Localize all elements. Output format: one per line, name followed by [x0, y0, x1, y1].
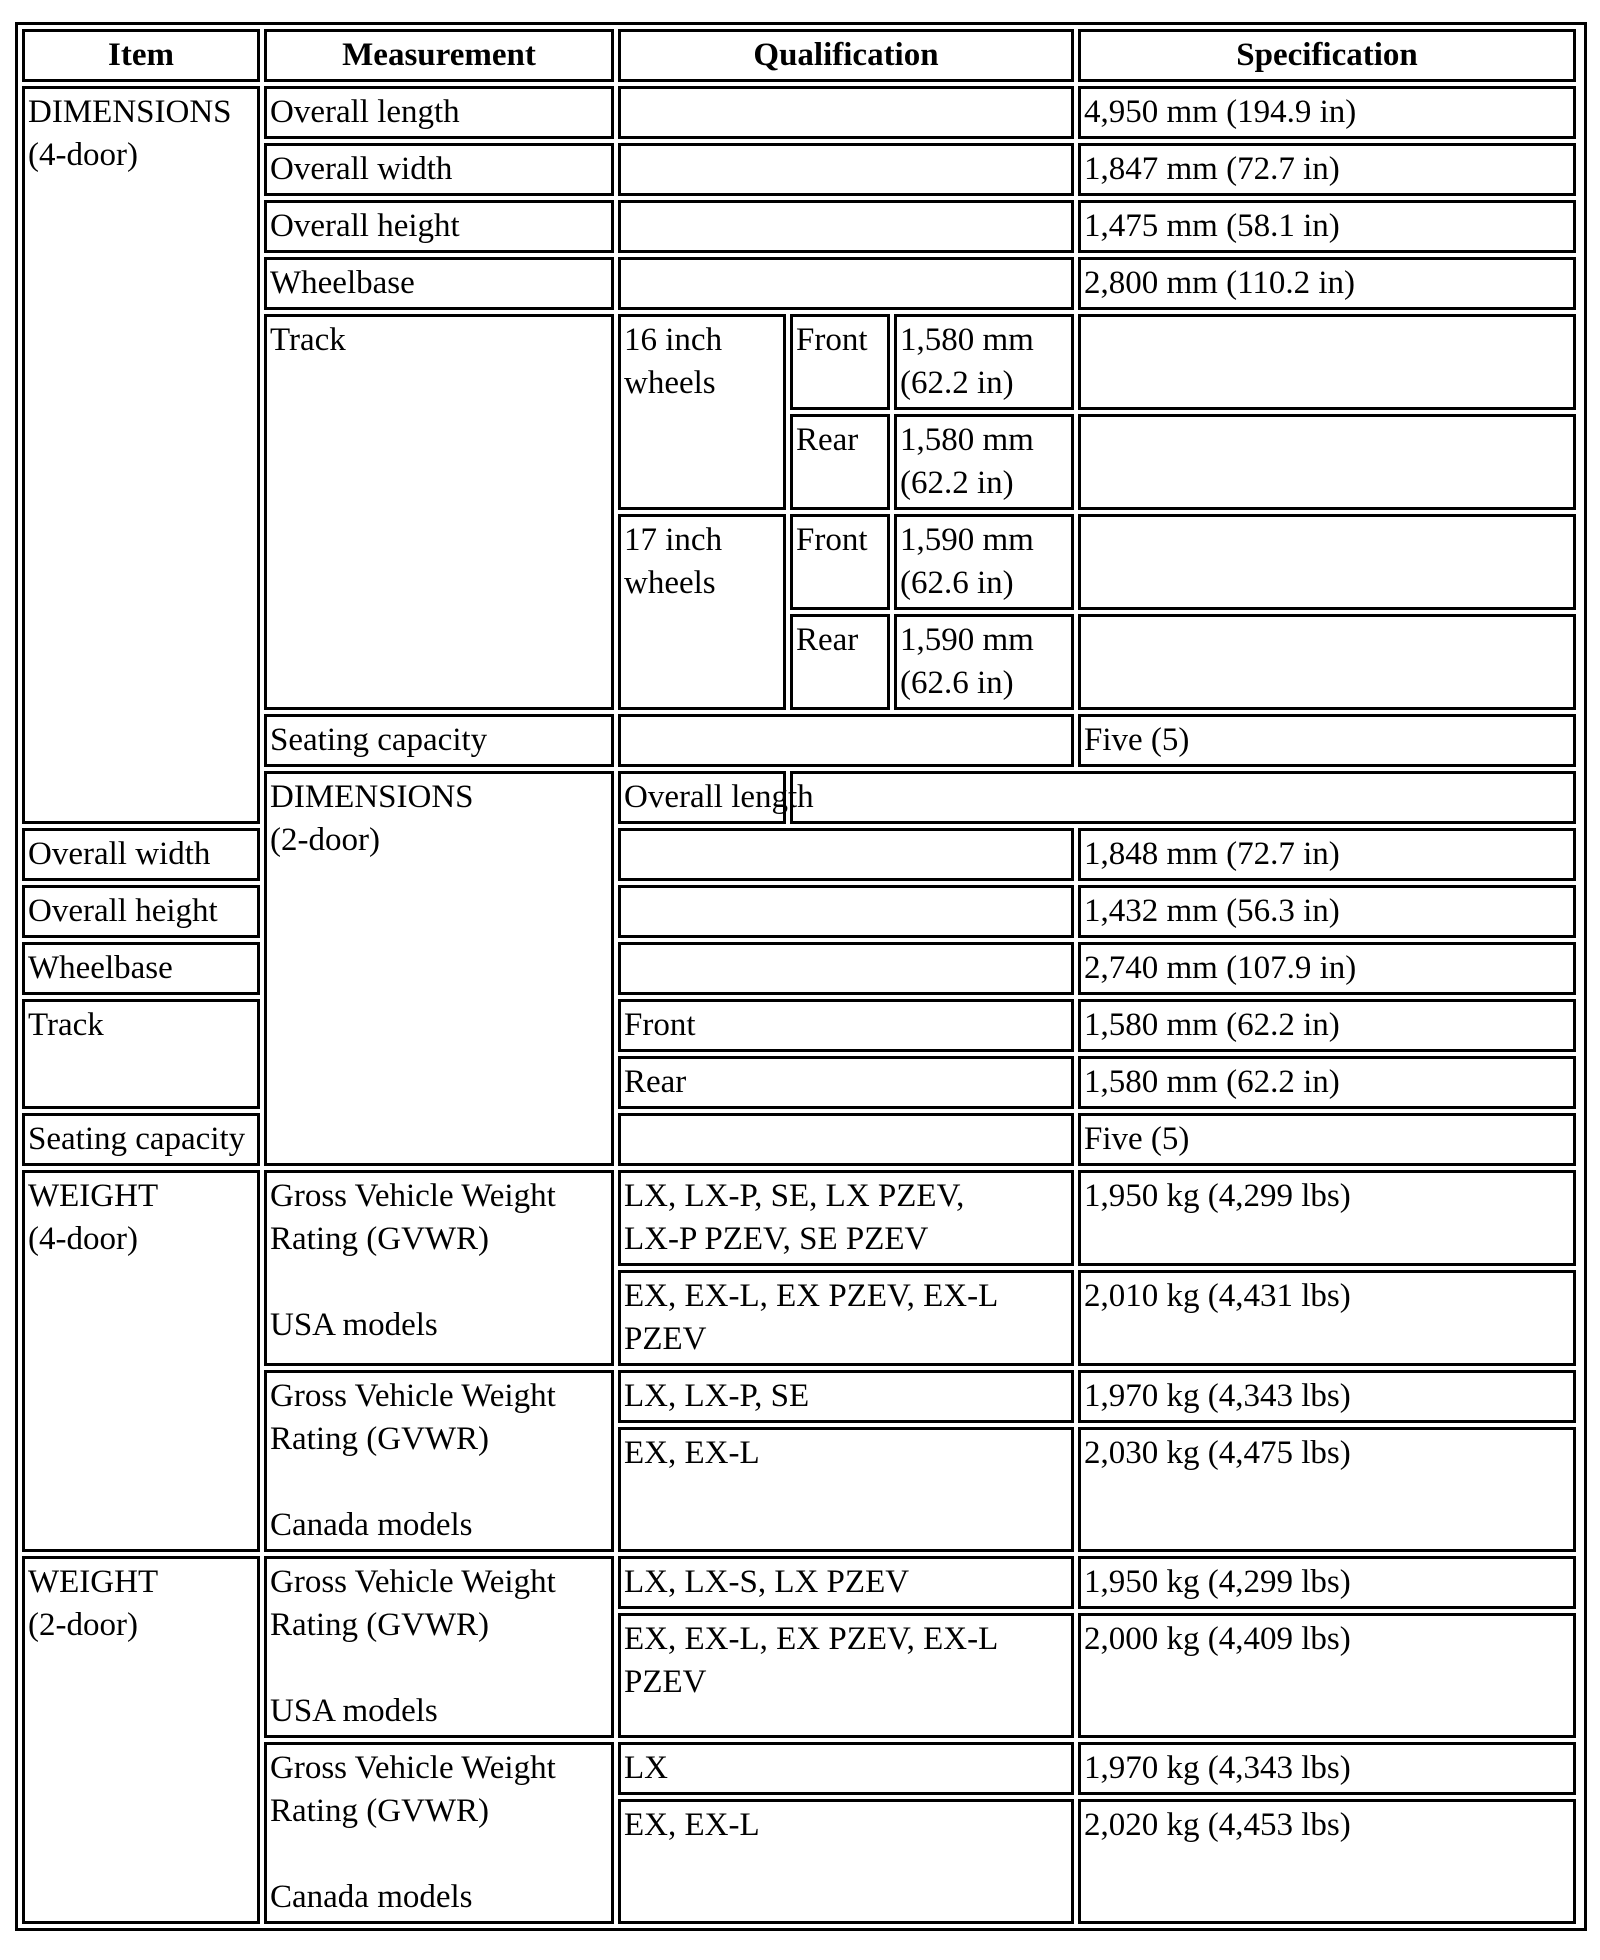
spec-cell	[1078, 514, 1576, 610]
qualification-cell: LX, LX-S, LX PZEV	[618, 1556, 1074, 1609]
measurement-line: Canada models	[270, 1879, 473, 1915]
spec-cell: 1,970 kg (4,343 lbs)	[1078, 1742, 1576, 1795]
track-value-cell	[894, 314, 1074, 410]
table-row	[22, 86, 1580, 139]
qualification-cell	[618, 1113, 1074, 1166]
measurement-line: Rating (GVWR)	[270, 1607, 490, 1643]
table-row	[22, 885, 1580, 938]
spec-cell: 1,580 mm (62.2 in)	[1078, 999, 1576, 1052]
measurement-line: Rating (GVWR)	[270, 1221, 490, 1257]
spec-cell: 1,432 mm (56.3 in)	[1078, 885, 1576, 938]
qualification-line: LX, LX-P, SE, LX PZEV,	[624, 1178, 965, 1214]
item-line: (4-door)	[28, 137, 138, 173]
spec-cell: 2,800 mm (110.2 in)	[1078, 257, 1576, 310]
qualification-cell	[618, 200, 1074, 253]
measurement-line: Rating (GVWR)	[270, 1421, 490, 1457]
qualification-cell	[618, 885, 1074, 938]
item-line: (4-door)	[28, 1221, 138, 1257]
qualification-cell: Rear	[618, 1056, 1074, 1109]
qualification-cell: Front	[618, 999, 1074, 1052]
spec-cell	[1078, 614, 1576, 710]
qualification-cell: LX	[618, 1742, 1074, 1795]
qualification-line: PZEV	[624, 1321, 707, 1357]
item-line: (2-door)	[28, 1607, 138, 1643]
header-qualification: Qualification	[618, 29, 1074, 82]
measurement-line: USA models	[270, 1693, 438, 1729]
header-specification: Specification	[1078, 29, 1576, 82]
qualification-line: LX-P PZEV, SE PZEV	[624, 1221, 929, 1257]
spec-cell: Five (5)	[1078, 714, 1576, 767]
measurement-cell: Overall height	[264, 200, 614, 253]
wheel-size-line: wheels	[624, 365, 716, 401]
spec-cell	[1078, 414, 1576, 510]
wheel-size-cell	[618, 514, 786, 710]
table-row	[22, 999, 1580, 1052]
measurement-cell: Wheelbase	[22, 942, 260, 995]
track-value-line: (62.2 in)	[900, 365, 1014, 401]
qualification-cell	[618, 714, 1074, 767]
spec-cell: 4,950 mm (194.9 in)	[1078, 86, 1576, 139]
spec-cell: 1,580 mm (62.2 in)	[1078, 1056, 1576, 1109]
measurement-cell	[264, 1170, 614, 1366]
track-value-line: 1,590 mm	[900, 522, 1034, 558]
spec-cell: 2,740 mm (107.9 in)	[1078, 942, 1576, 995]
measurement-cell: Overall width	[22, 828, 260, 881]
measurement-cell: Overall height	[22, 885, 260, 938]
spec-cell: 2,030 kg (4,475 lbs)	[1078, 1427, 1576, 1552]
spec-cell: Five (5)	[1078, 1113, 1576, 1166]
spec-table	[15, 22, 1587, 1931]
track-value-line: 1,580 mm	[900, 322, 1034, 358]
qualification-cell	[618, 86, 1074, 139]
measurement-cell: Seating capacity	[22, 1113, 260, 1166]
measurement-cell: Track	[264, 314, 614, 710]
position-cell: Rear	[790, 414, 890, 510]
spec-cell	[1078, 314, 1576, 410]
qualification-cell	[618, 942, 1074, 995]
measurement-cell	[264, 1556, 614, 1738]
header-row	[22, 29, 1580, 82]
position-cell: Rear	[790, 614, 890, 710]
wheel-size-line: 16 inch	[624, 322, 723, 358]
item-line: DIMENSIONS	[28, 94, 232, 130]
qualification-cell	[618, 1613, 1074, 1738]
spec-cell: 1,475 mm (58.1 in)	[1078, 200, 1576, 253]
spec-cell: 1,950 kg (4,299 lbs)	[1078, 1556, 1576, 1609]
spec-cell: 1,970 kg (4,343 lbs)	[1078, 1370, 1576, 1423]
measurement-line: Gross Vehicle Weight	[270, 1178, 556, 1214]
table-row	[22, 1556, 1580, 1609]
qualification-cell	[618, 143, 1074, 196]
qualification-cell: EX, EX-L	[618, 1799, 1074, 1924]
qualification-cell: EX, EX-L	[618, 1427, 1074, 1552]
measurement-line: Gross Vehicle Weight	[270, 1750, 556, 1786]
measurement-cell: Overall length	[618, 771, 786, 824]
measurement-line: USA models	[270, 1307, 438, 1343]
table-row	[22, 942, 1580, 995]
track-value-line: (62.6 in)	[900, 665, 1014, 701]
table-row	[22, 1113, 1580, 1166]
track-value-line: (62.2 in)	[900, 465, 1014, 501]
track-value-cell	[894, 614, 1074, 710]
measurement-cell: Overall width	[264, 143, 614, 196]
item-dimensions-2door	[264, 771, 614, 1166]
table-row	[22, 1170, 1580, 1266]
measurement-cell	[264, 1370, 614, 1552]
item-weight-4door	[22, 1170, 260, 1552]
spec-cell: 1,847 mm (72.7 in)	[1078, 143, 1576, 196]
wheel-size-line: 17 inch	[624, 522, 723, 558]
track-value-line: (62.6 in)	[900, 565, 1014, 601]
spec-cell: 2,020 kg (4,453 lbs)	[1078, 1799, 1576, 1924]
header-item: Item	[22, 29, 260, 82]
measurement-line: Rating (GVWR)	[270, 1793, 490, 1829]
item-line: WEIGHT	[28, 1178, 159, 1214]
qualification-line: EX, EX-L, EX PZEV, EX-L	[624, 1278, 999, 1314]
position-cell: Front	[790, 314, 890, 410]
spec-cell: 2,000 kg (4,409 lbs)	[1078, 1613, 1576, 1738]
item-weight-2door	[22, 1556, 260, 1924]
wheel-size-line: wheels	[624, 565, 716, 601]
spec-cell: 1,848 mm (72.7 in)	[1078, 828, 1576, 881]
qualification-cell	[618, 1270, 1074, 1366]
qualification-cell	[618, 257, 1074, 310]
track-value-cell	[894, 514, 1074, 610]
qualification-line: EX, EX-L, EX PZEV, EX-L	[624, 1621, 999, 1657]
measurement-cell: Wheelbase	[264, 257, 614, 310]
track-value-line: 1,590 mm	[900, 622, 1034, 658]
measurement-cell: Seating capacity	[264, 714, 614, 767]
track-value-line: 1,580 mm	[900, 422, 1034, 458]
measurement-line: Gross Vehicle Weight	[270, 1564, 556, 1600]
spec-cell: 2,010 kg (4,431 lbs)	[1078, 1270, 1576, 1366]
table-row	[22, 828, 1580, 881]
measurement-line: Canada models	[270, 1507, 473, 1543]
qualification-line: PZEV	[624, 1664, 707, 1700]
qualification-cell	[618, 1170, 1074, 1266]
header-measurement: Measurement	[264, 29, 614, 82]
item-line: WEIGHT	[28, 1564, 159, 1600]
wheel-size-cell	[618, 314, 786, 510]
measurement-cell: Track	[22, 999, 260, 1109]
qualification-cell	[618, 828, 1074, 881]
track-value-cell	[894, 414, 1074, 510]
item-line: (2-door)	[270, 822, 380, 858]
position-cell: Front	[790, 514, 890, 610]
qualification-cell: LX, LX-P, SE	[618, 1370, 1074, 1423]
measurement-line: Gross Vehicle Weight	[270, 1378, 556, 1414]
item-line: DIMENSIONS	[270, 779, 474, 815]
spec-cell: 1,950 kg (4,299 lbs)	[1078, 1170, 1576, 1266]
measurement-cell	[264, 1742, 614, 1924]
measurement-cell: Overall length	[264, 86, 614, 139]
qualification-cell	[790, 771, 1576, 824]
item-dimensions-4door	[22, 86, 260, 824]
